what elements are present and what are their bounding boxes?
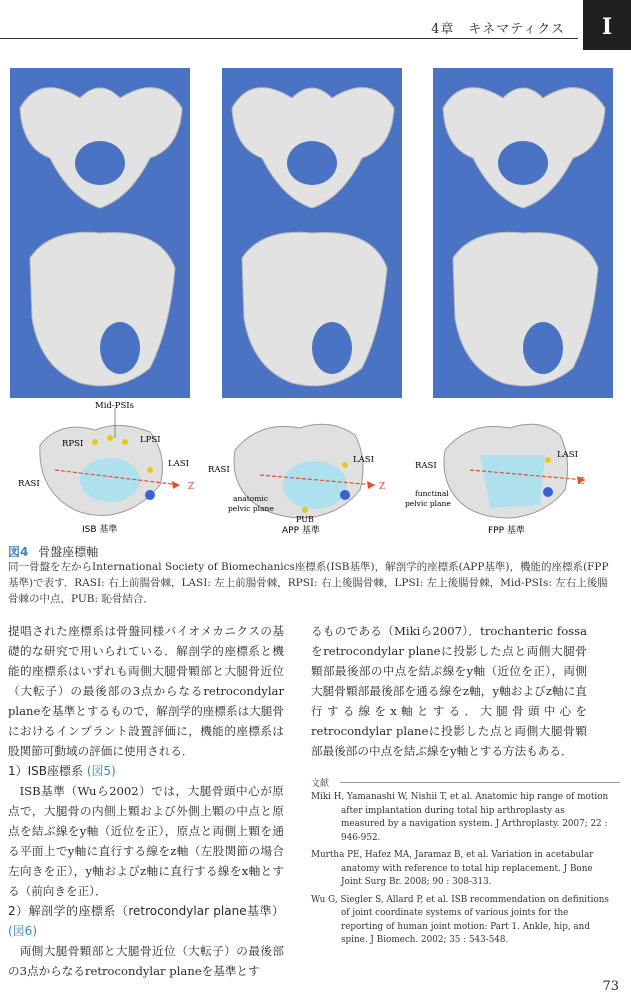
figure-number: 図4 (8, 545, 29, 559)
figure-ref-link[interactable]: (図6) (8, 924, 37, 938)
section-title: 2）解剖学的座標系（retrocondylar plane基準） (8, 904, 284, 918)
references-rule (340, 782, 620, 783)
label-rasi-app: RASI (208, 465, 230, 475)
label-rasi-fpp: RASI (415, 461, 437, 471)
pelvis-illustration (222, 68, 402, 398)
section-title: 1）ISB座標系 (8, 764, 84, 778)
paragraph: 提唱された座標系は骨盤同様バイオメカニクスの基礎的な研究で用いられている．解剖学的座標系と機能的座標系はいずれも両側大腿骨顆部と大腿骨近位（大転子）の最後部の3点からなるretrocondylar planeを基準とするもので，解剖学的座標系は大腿骨におけるインプラント設置評価に，機能的座標系は股関節可動域の評価に使用される． (8, 624, 284, 758)
label-lasi-app: LASI (353, 455, 374, 465)
reference-item: Miki H, Yamanashi W, Nishii T, et al. Anatomic hip range of motion after implantation during total hip arthroplasty as measured by a navigation system. J Arthroplasty. 2007; 22 : 946-952. (311, 792, 609, 843)
references-list (311, 791, 611, 952)
pelvis-panel-isb (10, 68, 190, 398)
label-mid-psis: Mid-PSIs (95, 401, 134, 411)
body-column-left (8, 621, 284, 981)
coordinate-diagrams (0, 400, 631, 540)
label-rpsi: RPSI (62, 439, 84, 449)
label-z-fpp: Z (578, 477, 585, 487)
figure-caption-title (8, 543, 98, 560)
figure-title: 骨盤座標軸 (38, 545, 99, 559)
label-pelvic-plane-fpp: pelvic plane (405, 499, 451, 508)
reference-item: Murtha PE, Hafez MA, Jaramaz B, et al. Variation in acetabular anatomy with reference to total hip replacement. J Bone Joint Surg Br. 2008; 90 : 308-313. (311, 850, 594, 887)
pelvis-illustration (10, 68, 190, 398)
fpp-diagram (444, 424, 585, 518)
section-heading-anatomic (8, 901, 284, 941)
references-heading: 文献 (311, 779, 330, 789)
paragraph: るものである（Mikiら2007）．trochanteric fossaをretrocondylar planeに投影した点と両側大腿骨顆部最後部の中点を結ぶ線をy軸（近位を正），両側大腿骨顆部最後部を通る線をz軸，y軸およびz軸に直行する線をx軸とする．大腿骨頭中心をretrocondylar planeに投影した点と両側大腿骨顆部最後部の中点を結ぶ線をy軸とする方法もある． (311, 624, 587, 758)
paragraph: 両側大腿骨顆部と大腿骨近位（大転子）の最後部の3点からなるretrocondylar planeを基準とす (8, 944, 284, 978)
label-z: Z (188, 482, 195, 492)
isb-diagram (40, 408, 180, 515)
label-functinal: functinal (415, 489, 449, 498)
label-rasi: RASI (18, 479, 40, 489)
label-pelvic-plane: pelvic plane (228, 504, 274, 513)
pelvis-panel-fpp (433, 68, 613, 398)
header-rule (0, 38, 578, 39)
paragraph: ISB基準（Wuら2002）では，大腿骨頭中心が原点で，大腿骨の内側上顆および外側上顆の中点と原点を結ぶ線をy軸（近位を正），原点と両側上顆を通る平面上でy軸に直行する線をz軸（左股関節の場合左向きを正），y軸およびz軸に直行する線をx軸とする（前向きを正）． (8, 784, 284, 898)
pelvis-panel-app (222, 68, 402, 398)
body-column-right (311, 621, 587, 761)
figure-ref-link[interactable]: (図5) (86, 764, 116, 778)
label-lpsi: LPSI (140, 435, 161, 445)
figure-caption: 同一骨盤を左からInternational Society of Biomechanics座標系(ISB基準)，解剖学的座標系(APP基準)，機能的座標系(FPP基準)で表す．RASI: 右上前腸骨棘，LASI: 左上前腸骨棘，RPSI: 右上後腸骨棘，LPSI: 左上後腸骨棘，Mid-PSIs: 左右上後腸骨棘の中点，PUB: 恥骨結合． (8, 561, 609, 605)
reference-item: Wu G, Siegler S, Allard P, et al. ISB recommendation on definitions of joint coordinate systems of various joints for the reporting of human joint motion: Part 1. Ankle, hip, and spine. J Biomech. 2002; 35 : 543-548. (311, 894, 609, 945)
label-app: APP 基準 (282, 526, 320, 536)
label-z-app: Z (379, 482, 386, 492)
label-pub: PUB (296, 515, 314, 524)
label-lasi-fpp: LASI (557, 450, 578, 460)
section-heading-isb (8, 761, 284, 781)
label-anatomic: anatomic (233, 494, 269, 503)
chapter-title: 4章 キネマティクス (431, 22, 565, 37)
part-tab: I (583, 0, 631, 50)
label-lasi: LASI (168, 459, 189, 469)
pelvis-illustration (433, 68, 613, 398)
page-number: 73 (602, 979, 619, 994)
label-fpp: FPP 基準 (488, 526, 525, 536)
label-isb: ISB 基準 (82, 525, 118, 535)
